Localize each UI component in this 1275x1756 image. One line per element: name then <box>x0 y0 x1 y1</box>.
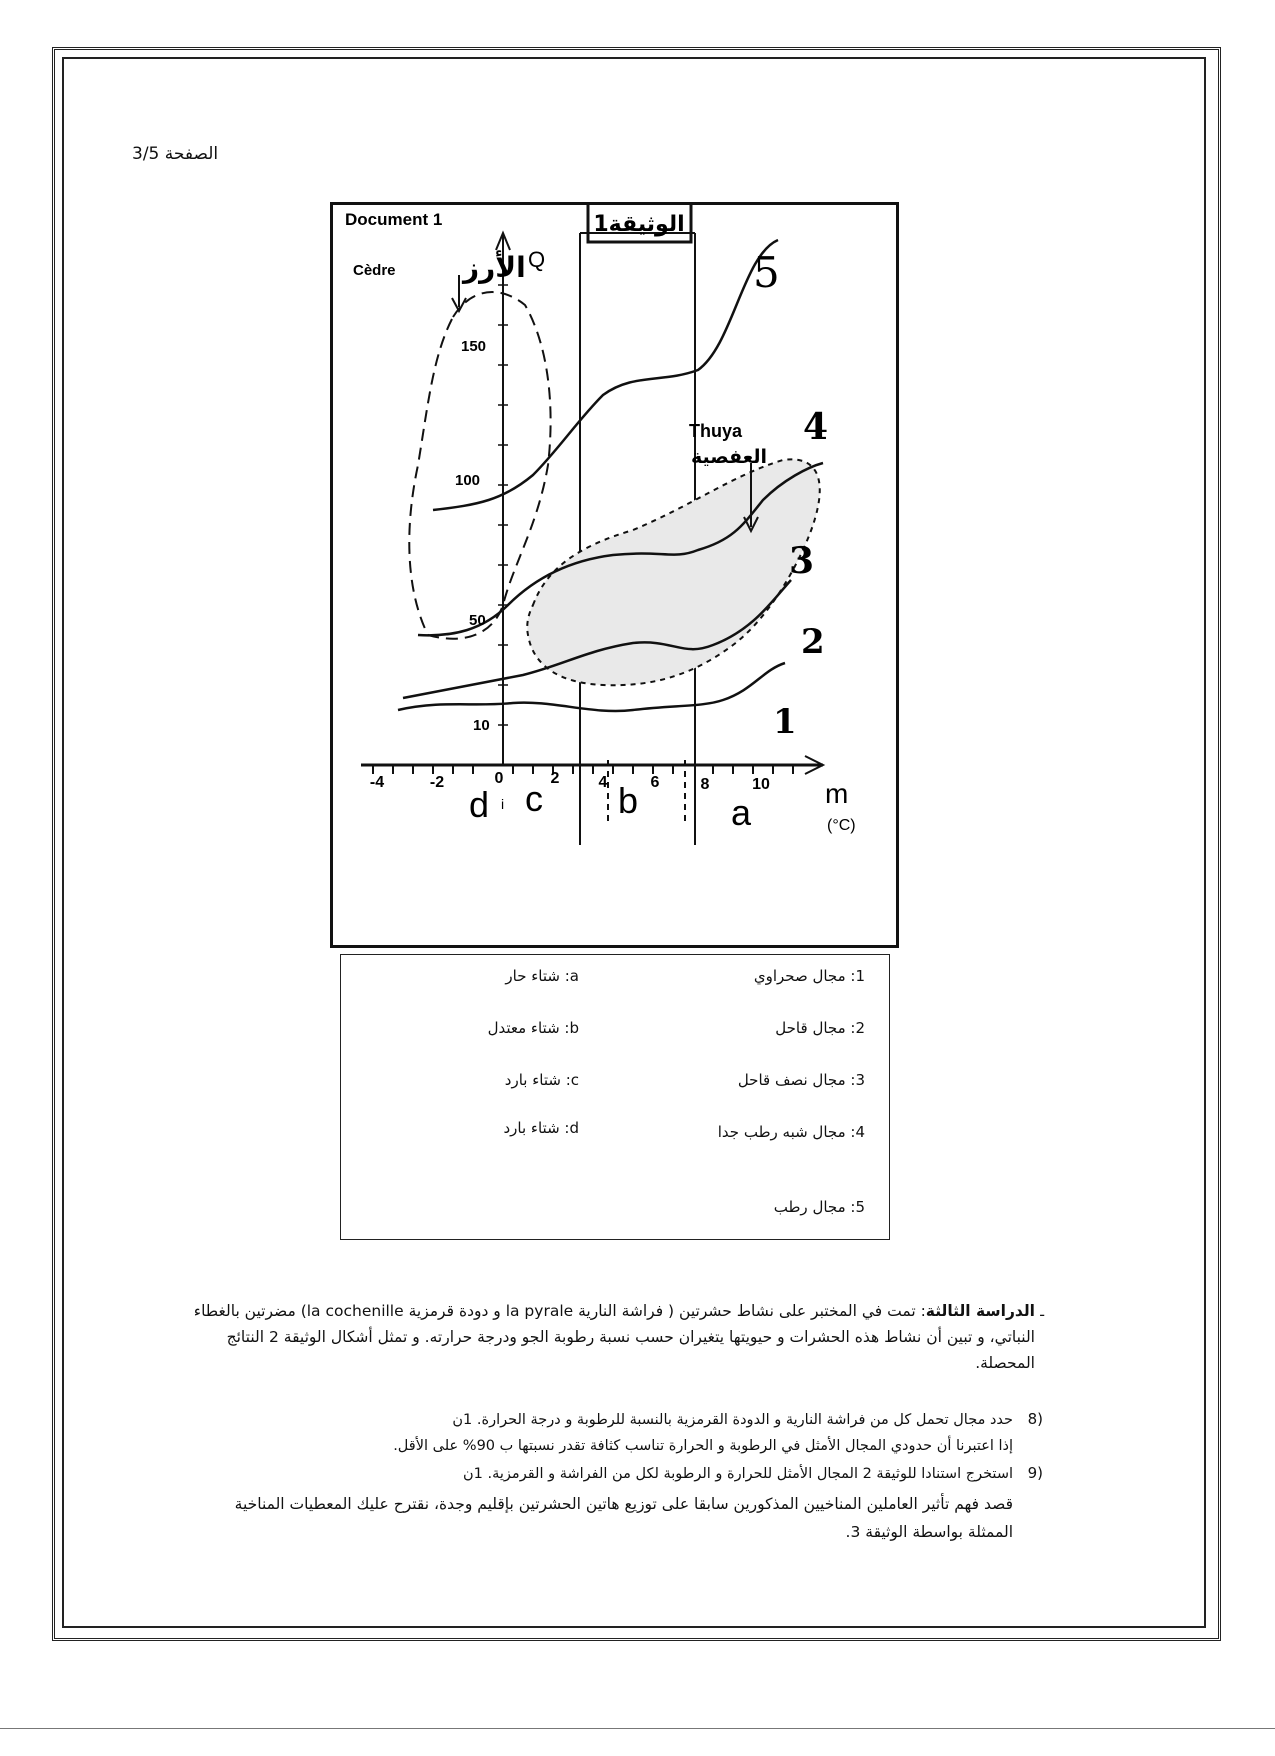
curve-number-1: 1 <box>773 702 797 742</box>
legend-item: 1: مجال صحراوي <box>753 967 865 985</box>
legend-box <box>340 954 890 1240</box>
x-tick-label: 6 <box>650 774 660 791</box>
legend-item: 3: مجال نصف قاحل <box>737 1071 865 1089</box>
page-number: الصفحة 3/5 <box>132 144 219 164</box>
question-8-line2: إذا اعتبرنا أن حدودي المجال الأمثل في الرطوبة و الحرارة تناسب كثافة تقدر نسبتها ب 90% على الأقل. <box>393 1438 1013 1454</box>
question-9-line2: قصد فهم تأثير العاملين المناخيين المذكورين سابقا على توزيع هاتين الحشرتين بإقليم وجدة، نقترح عليك المعطيات المناخية الممثلة بواسطة الوثيقة 3. <box>234 1495 1013 1541</box>
doc-label-ar: الوثيقة1 <box>593 212 685 237</box>
zone-letter-d: d <box>469 784 490 825</box>
zone-sub-i: i <box>501 796 505 812</box>
legend-item: c: شتاء بارد <box>504 1071 579 1089</box>
x-tick-label: 10 <box>752 776 770 793</box>
legend-item: 2: مجال قاحل <box>775 1019 865 1037</box>
y-tick-label: 50 <box>469 612 486 629</box>
doc-label: Document 1 <box>345 210 443 229</box>
question-9-number: 9) <box>1027 1464 1043 1482</box>
x-tick-label: -2 <box>429 774 445 791</box>
x-axis-unit-sub: (°C) <box>827 817 856 834</box>
thuya-label-fr: Thuya <box>689 421 743 441</box>
curve-number-5: 5 <box>753 248 780 297</box>
zone-letter-a: a <box>731 792 752 833</box>
legend-item: 4: مجال شبه رطب جدا <box>717 1123 865 1141</box>
question-9-line1: استخرج استنادا للوثيقة 2 المجال الأمثل للحرارة و الرطوبة لكل من الفراشة و القرمزية. 1ن <box>463 1466 1013 1482</box>
question-8-number: 8) <box>1027 1410 1043 1428</box>
y-tick-label: 10 <box>473 717 490 734</box>
x-tick-label: 2 <box>550 770 560 787</box>
x-tick-label: -4 <box>369 774 385 791</box>
legend-item: 5: مجال رطب <box>773 1198 865 1216</box>
thuya-zone <box>527 459 820 685</box>
curve-number-4: 4 <box>803 406 829 448</box>
study-intro: : تمت في المختبر على نشاط حشرتين ( فراشة النارية la pyrale و دودة قرمزية la cochenille) مضرتين بالغطاء النباتي، و تبين أن نشاط هذه الحشرات و حيويتها يتغيران حسب نسبة رطوبة الجو ودرجة حرارته. و تمثل أشكال الوثيقة 2 النتائج المحصلة. <box>193 1302 1035 1372</box>
y-tick-label: 150 <box>461 338 487 355</box>
y-tick-label: 100 <box>455 472 481 489</box>
legend-item: a: شتاء حار <box>505 967 579 985</box>
x-axis-unit: m <box>825 778 849 809</box>
footer-rule <box>0 1728 1275 1729</box>
curve-number-3: 3 <box>789 540 815 582</box>
climagram-figure <box>330 202 899 948</box>
cedre-label-ar: الأرز <box>463 251 526 284</box>
cedre-label-fr: Cèdre <box>353 262 396 279</box>
question-8-line1: حدد مجال تحمل كل من فراشة النارية و الدودة القرمزية بالنسبة للرطوبة و درجة الحرارة. 1ن <box>452 1412 1013 1428</box>
x-tick-label: 0 <box>494 770 504 787</box>
legend-item: d: شتاء بارد <box>503 1119 579 1137</box>
thuya-label-ar: العفصية <box>691 446 768 468</box>
curve-number-2: 2 <box>801 622 825 662</box>
x-tick-label: 8 <box>700 776 710 793</box>
study-paragraph <box>168 1298 1035 1376</box>
climagram-svg <box>333 205 896 945</box>
x-tick-label: 4 <box>598 774 608 791</box>
bullet-dash: - <box>1039 1305 1045 1324</box>
study-title: الدراسة الثالثة <box>925 1302 1035 1320</box>
y-axis-label: Q <box>528 247 546 272</box>
zone-letter-c: c <box>525 778 543 819</box>
zone-letter-b: b <box>618 780 639 821</box>
legend-item: b: شتاء معتدل <box>487 1019 579 1037</box>
